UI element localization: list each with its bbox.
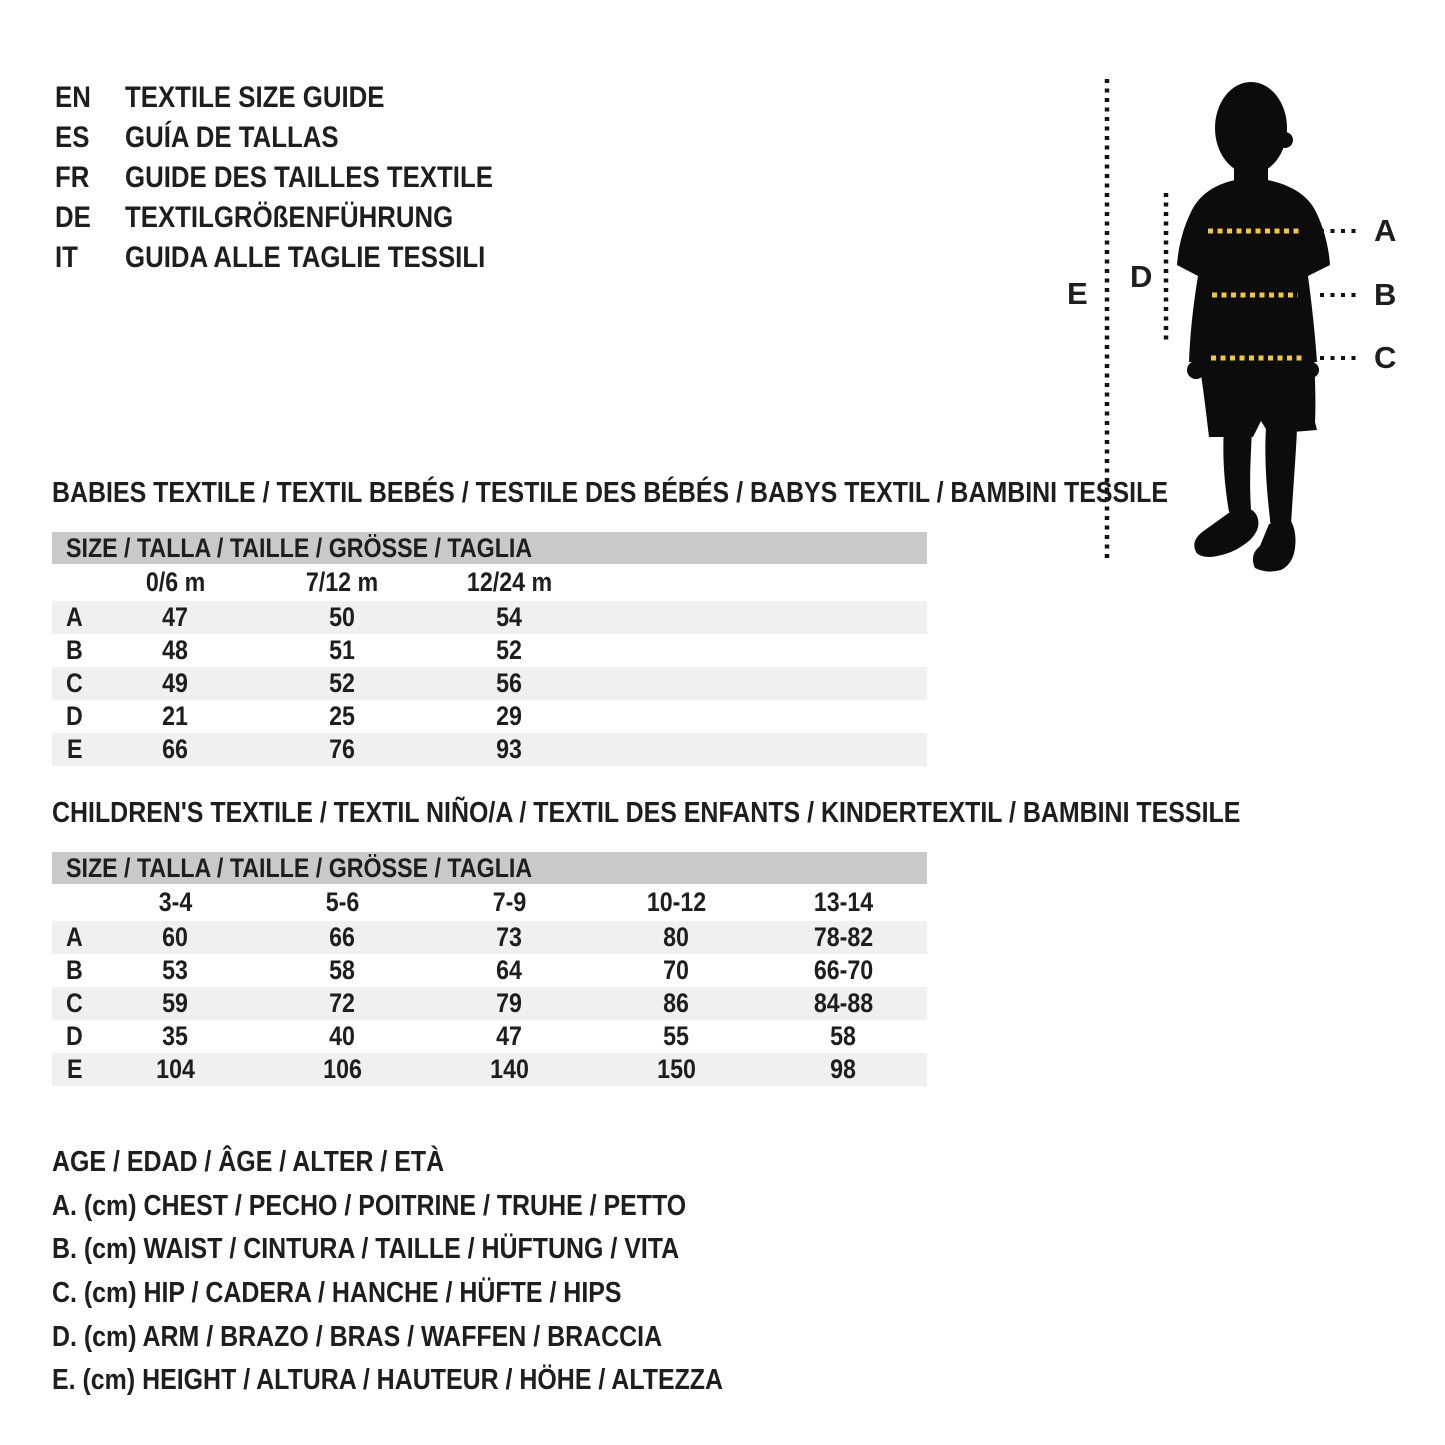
- value-cell: 50: [329, 602, 356, 632]
- column-header: 7/12 m: [306, 567, 379, 597]
- language-title-block: [55, 78, 553, 278]
- lang-code: [55, 201, 125, 235]
- legend-line-waist: B. (cm) WAIST / CINTURA / TAILLE / HÜFTUNG / VITA: [52, 1233, 680, 1266]
- value-cell: 52: [496, 635, 523, 665]
- value-cell: 55: [663, 1021, 690, 1051]
- value-cell: 73: [496, 922, 523, 952]
- value-cell: 51: [329, 635, 356, 665]
- child-silhouette-diagram: [1040, 60, 1440, 590]
- babies-size-table: [52, 532, 927, 766]
- value-cell: 66: [162, 734, 189, 764]
- marker-label-c: C: [1374, 340, 1397, 375]
- value-cell: 58: [830, 1021, 857, 1051]
- value-cell: 58: [329, 955, 356, 985]
- value-cell: 40: [329, 1021, 356, 1051]
- value-cell: 78-82: [813, 922, 874, 952]
- row-label: B: [66, 635, 84, 665]
- lang-row-it: [55, 238, 553, 278]
- lang-title: GUIDE DES TAILLES TEXTILE: [125, 161, 493, 194]
- row-label: E: [66, 734, 83, 764]
- value-cell: 93: [496, 734, 523, 764]
- row-label: C: [66, 668, 84, 698]
- table-row: [52, 921, 927, 954]
- value-cell: 59: [162, 988, 189, 1018]
- value-cell: 25: [329, 701, 356, 731]
- size-header-text: SIZE / TALLA / TAILLE / GRÖSSE / TAGLIA: [66, 852, 533, 883]
- value-cell: 79: [496, 988, 523, 1018]
- lang-code: [55, 81, 125, 115]
- lang-code-text: DE: [55, 201, 91, 234]
- legend-line-hip: C. (cm) HIP / CADERA / HANCHE / HÜFTE / HIPS: [52, 1277, 622, 1310]
- lang-code: [55, 241, 125, 275]
- value-cell: 66-70: [813, 955, 874, 985]
- lang-code: [55, 161, 125, 195]
- children-column-header-row: [52, 884, 927, 921]
- value-cell: 56: [496, 668, 523, 698]
- value-cell: 86: [663, 988, 690, 1018]
- value-cell: 140: [490, 1054, 529, 1084]
- table-row: [52, 1053, 927, 1086]
- value-cell: 48: [162, 635, 189, 665]
- table-row: [52, 634, 927, 667]
- babies-section-title-text: BABIES TEXTILE / TEXTIL BEBÉS / TESTILE DES BÉBÉS / BABYS TEXTIL / BAMBINI TESSILE: [52, 477, 1168, 509]
- children-size-header-bar: [52, 852, 927, 884]
- lang-row-en: [55, 78, 553, 118]
- lang-code-text: EN: [55, 81, 91, 114]
- column-header: 7-9: [492, 887, 527, 917]
- value-cell: 35: [162, 1021, 189, 1051]
- value-cell: 47: [496, 1021, 523, 1051]
- value-cell: 54: [496, 602, 523, 632]
- marker-label-a: A: [1374, 213, 1397, 248]
- value-cell: 150: [657, 1054, 696, 1084]
- value-cell: 29: [496, 701, 523, 731]
- column-header: 5-6: [325, 887, 360, 917]
- value-cell: 84-88: [813, 988, 874, 1018]
- table-row: [52, 1020, 927, 1053]
- lang-title: TEXTILGRÖßENFÜHRUNG: [125, 201, 454, 234]
- value-cell: 70: [663, 955, 690, 985]
- children-size-table: [52, 852, 927, 1086]
- size-header-text: SIZE / TALLA / TAILLE / GRÖSSE / TAGLIA: [66, 532, 533, 563]
- lang-row-es: [55, 118, 553, 158]
- children-section-title-text: CHILDREN'S TEXTILE / TEXTIL NIÑO/A / TEXTIL DES ENFANTS / KINDERTEXTIL / BAMBINI TESSILE: [52, 797, 1241, 829]
- column-header: 10-12: [646, 887, 707, 917]
- value-cell: 52: [329, 668, 356, 698]
- marker-label-d: D: [1130, 259, 1153, 294]
- value-cell: 72: [329, 988, 356, 1018]
- table-row: [52, 601, 927, 634]
- value-cell: 76: [329, 734, 356, 764]
- table-row: [52, 733, 927, 766]
- column-header: 3-4: [158, 887, 193, 917]
- row-label: D: [66, 701, 84, 731]
- marker-label-e: E: [1067, 276, 1088, 311]
- children-section-title: [52, 797, 1434, 830]
- lang-title: GUIDA ALLE TAGLIE TESSILI: [125, 241, 486, 274]
- row-label: A: [66, 602, 84, 632]
- row-label: D: [66, 1021, 84, 1051]
- lang-code-text: IT: [55, 241, 78, 274]
- value-cell: 60: [162, 922, 189, 952]
- babies-section-title: [52, 477, 1350, 510]
- value-cell: 104: [156, 1054, 195, 1084]
- legend-line-arm: D. (cm) ARM / BRAZO / BRAS / WAFFEN / BRACCIA: [52, 1320, 663, 1353]
- legend-line-height: E. (cm) HEIGHT / ALTURA / HAUTEUR / HÖHE / ALTEZZA: [52, 1364, 724, 1397]
- row-label: E: [66, 1054, 83, 1084]
- table-row: [52, 700, 927, 733]
- legend-line-chest: A. (cm) CHEST / PECHO / POITRINE / TRUHE / PETTO: [52, 1189, 687, 1222]
- value-cell: 98: [830, 1054, 857, 1084]
- lang-title: GUÍA DE TALLAS: [125, 121, 339, 154]
- value-cell: 47: [162, 602, 189, 632]
- column-header: 13-14: [813, 887, 874, 917]
- lang-code: [55, 121, 125, 155]
- lang-code-text: FR: [55, 161, 90, 194]
- lang-row-fr: [55, 158, 553, 198]
- value-cell: 106: [323, 1054, 362, 1084]
- value-cell: 49: [162, 668, 189, 698]
- lang-row-de: [55, 198, 553, 238]
- value-cell: 64: [496, 955, 523, 985]
- babies-column-header-row: [52, 564, 927, 601]
- row-label: B: [66, 955, 84, 985]
- babies-size-header-bar: [52, 532, 927, 564]
- value-cell: 80: [663, 922, 690, 952]
- column-header: 0/6 m: [145, 567, 206, 597]
- measurement-legend: [52, 1141, 832, 1403]
- value-cell: 66: [329, 922, 356, 952]
- row-label: A: [66, 922, 84, 952]
- value-cell: 21: [162, 701, 189, 731]
- marker-label-b: B: [1374, 277, 1397, 312]
- measurement-figure: [1040, 60, 1440, 590]
- legend-line-age: AGE / EDAD / ÂGE / ALTER / ETÀ: [52, 1146, 445, 1179]
- table-row: [52, 987, 927, 1020]
- lang-title: TEXTILE SIZE GUIDE: [125, 81, 385, 114]
- column-header: 12/24 m: [466, 567, 553, 597]
- value-cell: 53: [162, 955, 189, 985]
- table-row: [52, 667, 927, 700]
- lang-code-text: ES: [55, 121, 90, 154]
- row-label: C: [66, 988, 84, 1018]
- table-row: [52, 954, 927, 987]
